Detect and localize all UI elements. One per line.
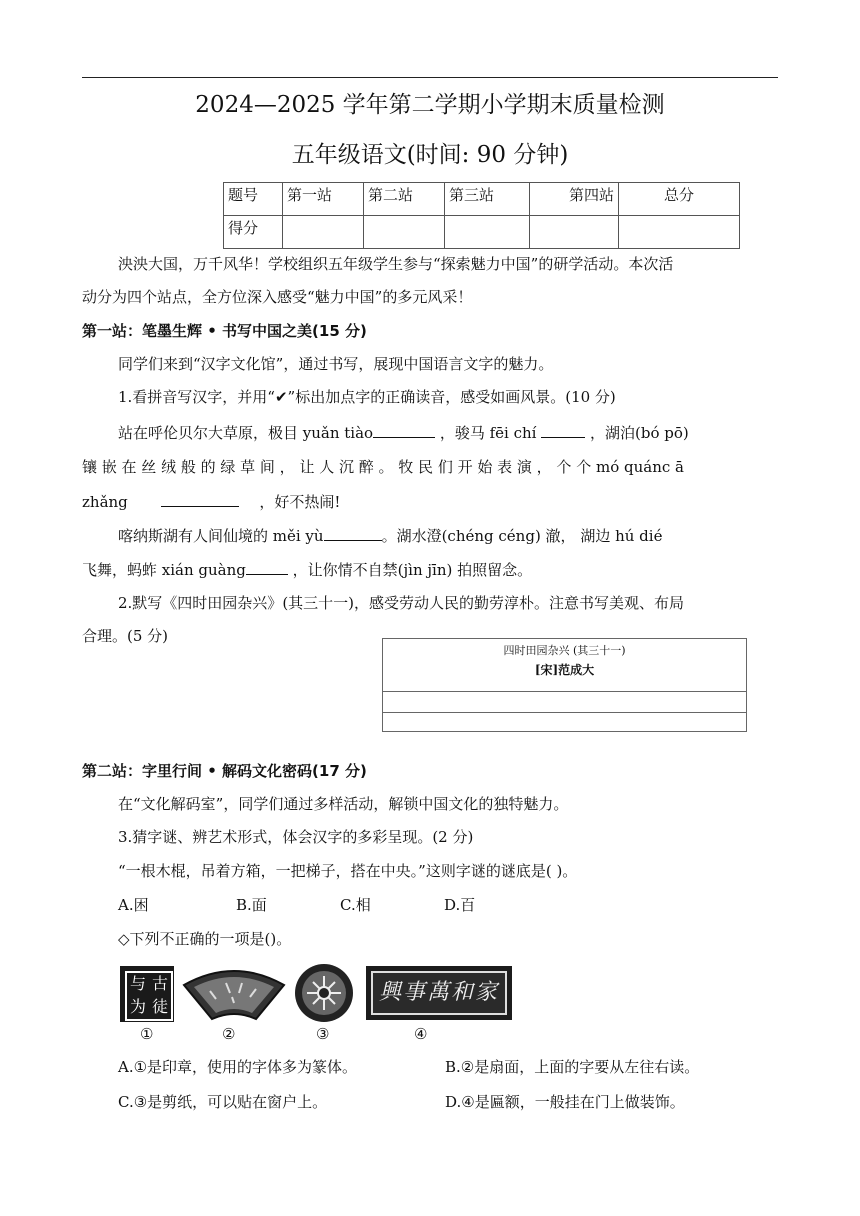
- pinyin-line-1: [118, 422, 689, 443]
- answer-blank[interactable]: [161, 491, 239, 507]
- pinyin-text: 站在呼伦贝尔大草原，极目 yuǎn tiào: [118, 424, 374, 442]
- pinyin-text: 。湖水澄(chéng céng) 澈， 湖边 hú dié: [381, 527, 663, 545]
- image-label-1: ①: [140, 1025, 154, 1043]
- score-cell[interactable]: [530, 216, 619, 249]
- exam-title: 2024—2025 学年第二学期小学期末质量检测: [195, 92, 665, 118]
- score-cell[interactable]: [283, 216, 364, 249]
- score-table: [223, 182, 740, 249]
- answer-blank[interactable]: [373, 422, 435, 438]
- pinyin-line-4: [118, 525, 662, 546]
- image-label-2: ②: [222, 1025, 236, 1043]
- plaque-text: 興事萬和家: [371, 971, 507, 1015]
- section2-desc: 在“文化解码室”，同学们通过多样活动，解锁中国文化的独特魅力。: [118, 795, 569, 813]
- seal-image: 与 古 为 徒: [120, 966, 174, 1022]
- option-d[interactable]: D.④是匾额，一般挂在门上做装饰。: [445, 1093, 685, 1111]
- question-2-line-2: 合理。(5 分): [82, 627, 169, 645]
- riddle-option-c[interactable]: C.相: [340, 896, 371, 914]
- question-3: 3.猜字谜、辨艺术形式，体会汉字的多彩呈现。(2 分): [118, 828, 474, 846]
- pinyin-text: 飞舞，蚂蚱 xián guàng: [82, 561, 246, 579]
- intro-line-2: 动分为四个站点，全方位深入感受“魅力中国”的多元风采！: [82, 288, 473, 306]
- score-header-cell: 总分: [619, 183, 740, 216]
- option-b[interactable]: B.②是扇面，上面的字要从左往右读。: [445, 1058, 700, 1076]
- fan-image: [180, 963, 288, 1023]
- score-cell[interactable]: [619, 216, 740, 249]
- image-label-3: ③: [316, 1025, 330, 1043]
- pinyin-text: ，好不热闹!: [259, 493, 341, 511]
- score-header-cell: 第四站: [530, 183, 619, 216]
- sub-question: ◇下列不正确的一项是()。: [118, 930, 292, 948]
- pinyin-line-2: 镶 嵌 在 丝 绒 般 的 绿 草 间 ， 让 人 沉 醉 。 牧 民 们 开 始 表 演 ， 个 个 mó quánc ā: [82, 458, 684, 476]
- section2-heading: 第二站：字里行间 • 解码文化密码(17 分): [82, 762, 367, 780]
- top-rule: [82, 77, 778, 78]
- score-header-cell: 第三站: [445, 183, 530, 216]
- score-cell[interactable]: [364, 216, 445, 249]
- pinyin-text: ，湖泊(bó pō): [590, 424, 689, 442]
- poem-author: [宋]范成大: [534, 663, 595, 677]
- riddle-text: “一根木棍，吊着方箱，一把梯子，搭在中央。”这则字谜的谜底是( )。: [118, 862, 578, 880]
- pinyin-line-5: [82, 559, 532, 580]
- poem-title: 四时田园杂兴 (其三十一): [503, 644, 626, 657]
- question-2-line-1: 2.默写《四时田园杂兴》(其三十一)，感受劳动人民的勤劳淳朴。注意书写美观、布局: [118, 594, 685, 612]
- answer-blank[interactable]: [246, 559, 288, 575]
- poem-writing-box[interactable]: [382, 638, 747, 732]
- poem-line: [383, 691, 746, 692]
- image-label-4: ④: [414, 1025, 428, 1043]
- score-header-cell: 第二站: [364, 183, 445, 216]
- pinyin-line-3: [82, 491, 340, 512]
- pinyin-text: ，骏马 fēi chí: [439, 424, 537, 442]
- score-row-label: 得分: [224, 216, 283, 249]
- pinyin-text: zhǎng: [82, 493, 128, 511]
- exam-subtitle: 五年级语文(时间: 90 分钟): [291, 142, 569, 168]
- riddle-option-b[interactable]: B.面: [236, 896, 267, 914]
- option-c[interactable]: C.③是剪纸，可以贴在窗户上。: [118, 1093, 328, 1111]
- score-header-cell: 题号: [224, 183, 283, 216]
- intro-line-1: 泱泱大国，万千风华！学校组织五年级学生参与“探索魅力中国”的研学活动。本次活: [118, 255, 674, 273]
- score-header-cell: 第一站: [283, 183, 364, 216]
- pinyin-text: 喀纳斯湖有人间仙境的 měi yù: [118, 527, 324, 545]
- option-a[interactable]: A.①是印章，使用的字体多为篆体。: [118, 1058, 358, 1076]
- section1-heading: 第一站：笔墨生辉 • 书写中国之美(15 分): [82, 322, 367, 340]
- question-1: 1.看拼音写汉字，并用“✔”标出加点字的正确读音，感受如画风景。(10 分): [118, 388, 616, 406]
- riddle-option-d[interactable]: D.百: [444, 896, 476, 914]
- pinyin-text: ，让你情不自禁(jìn jīn) 拍照留念。: [292, 561, 533, 579]
- answer-blank[interactable]: [324, 525, 382, 541]
- score-cell[interactable]: [445, 216, 530, 249]
- riddle-option-a[interactable]: A.困: [118, 896, 149, 914]
- poem-line: [383, 712, 746, 713]
- answer-blank[interactable]: [541, 422, 585, 438]
- paper-cut-image: [293, 962, 355, 1024]
- plaque-image: [366, 966, 512, 1020]
- section1-desc: 同学们来到“汉字文化馆”，通过书写，展现中国语言文字的魅力。: [118, 355, 554, 373]
